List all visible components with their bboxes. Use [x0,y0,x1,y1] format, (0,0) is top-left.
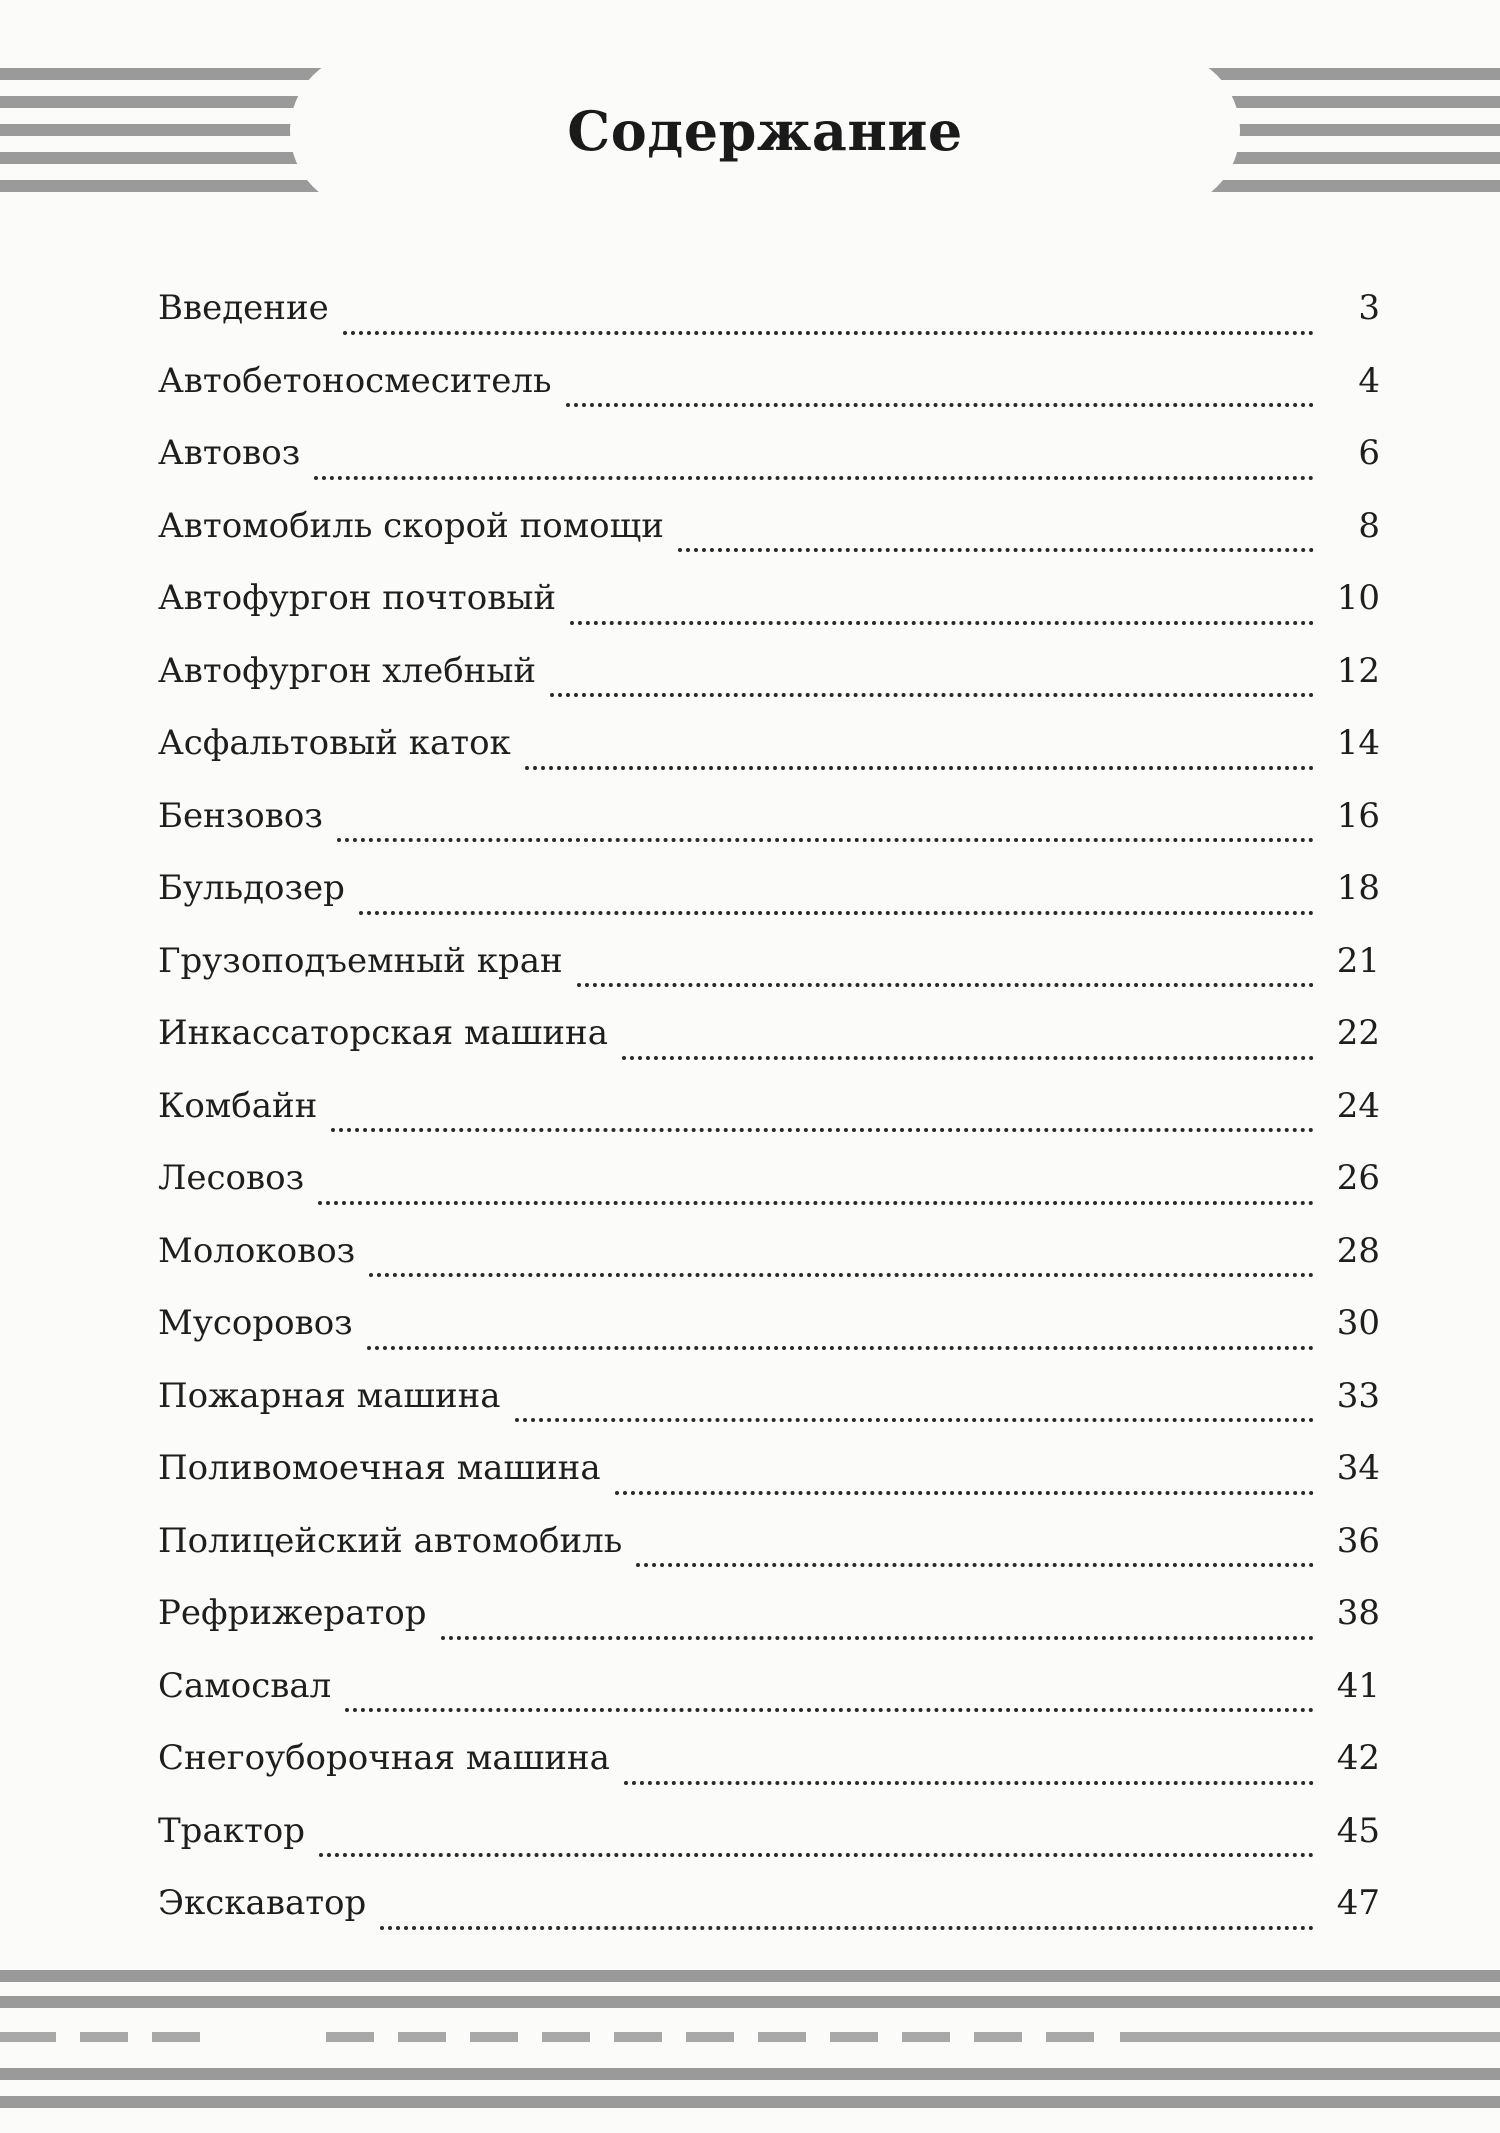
toc-page-number: 22 [1336,1013,1380,1053]
road-dash [830,2032,878,2042]
dot-leader [337,838,1314,842]
toc-page-number: 10 [1336,578,1380,618]
road-dash [974,2032,1022,2042]
toc-entry-title: Бульдозер [158,868,345,908]
toc-row [158,433,1380,506]
toc-page-number: 47 [1336,1883,1380,1923]
toc-entry-title: Автофургон почтовый [158,578,557,618]
dot-leader [624,1781,1314,1785]
dot-leader [622,1056,1314,1060]
title-pill [290,52,1240,210]
dot-leader [343,331,1314,335]
toc-page-number: 6 [1358,433,1380,473]
toc-row [158,796,1380,869]
road-dash [152,2032,200,2042]
footer-dashes [0,2032,1500,2042]
toc-entry-title: Лесовоз [158,1158,305,1198]
toc-page-number: 21 [1336,940,1380,981]
dot-leader [678,548,1314,552]
toc-entry-title: Грузоподъемный кран [158,940,563,981]
road-dash [326,2032,374,2042]
toc-row [158,361,1380,434]
dot-leader [314,476,1314,480]
road-dash [0,2032,40,2042]
toc-row [158,288,1380,361]
dot-leader [319,1853,1314,1857]
toc-page-number: 38 [1336,1593,1380,1633]
dot-leader [615,1491,1314,1495]
dot-leader [367,1346,1314,1350]
footer-stripe [0,2096,1500,2108]
road-dash [80,2032,128,2042]
toc-entry-title: Автовоз [158,433,301,473]
toc-entry-title: Снегоуборочная машина [158,1738,610,1778]
toc-entry-title: Инкассаторская машина [158,1013,608,1053]
toc-page-number: 8 [1358,505,1380,546]
toc-row [158,1086,1380,1159]
toc-row [158,723,1380,796]
toc-row [158,1303,1380,1376]
toc-row [158,1448,1380,1521]
dot-leader [550,693,1314,697]
toc-page-number: 3 [1358,288,1380,328]
toc-page-number: 45 [1336,1810,1380,1851]
toc-entry-title: Введение [158,288,329,328]
toc-row [158,1521,1380,1594]
toc-page-number: 4 [1358,360,1380,401]
toc-page-number: 18 [1336,868,1380,908]
dot-leader [566,403,1314,407]
toc-entry-title: Молоковоз [158,1230,356,1271]
toc-row [158,1666,1380,1739]
toc-page-number: 28 [1336,1230,1380,1271]
dot-leader [636,1563,1314,1567]
road-dash [1120,2032,1500,2042]
toc-entry-title: Полицейский автомобиль [158,1520,623,1561]
toc-row [158,868,1380,941]
toc-entry-title: Пожарная машина [158,1375,501,1416]
toc-entry-title: Самосвал [158,1665,332,1706]
toc-row [158,1231,1380,1304]
dot-leader [577,983,1314,987]
dot-leader [380,1926,1314,1930]
dot-leader [441,1636,1314,1640]
toc-entry-title: Бензовоз [158,795,323,836]
dot-leader [525,766,1314,770]
dot-leader [345,1708,1314,1712]
toc-entry-title: Трактор [158,1810,306,1851]
toc-page-number: 16 [1336,795,1380,836]
toc-row [158,578,1380,651]
toc-page-number: 33 [1336,1375,1380,1416]
toc-entry-title: Автофургон хлебный [158,650,537,691]
road-dash [686,2032,734,2042]
toc-page-number: 12 [1336,650,1380,691]
dot-leader [515,1418,1314,1422]
toc-row [158,1593,1380,1666]
toc-row [158,1883,1380,1956]
toc-entry-title: Автомобиль скорой помощи [158,505,664,546]
toc-entry-title: Комбайн [158,1085,318,1126]
footer-stripe [0,1970,1500,1982]
road-dash [902,2032,950,2042]
toc-page-number: 34 [1336,1448,1380,1488]
toc-entry-title: Поливомоечная машина [158,1448,601,1488]
toc-row [158,941,1380,1014]
dot-leader [318,1201,1314,1205]
page-title: Содержание [567,99,963,163]
dot-leader [369,1273,1314,1277]
toc-row [158,1376,1380,1449]
toc-page-number: 36 [1336,1520,1380,1561]
toc-entry-title: Мусоровоз [158,1303,353,1343]
footer-stripe [0,1996,1500,2008]
road-dash [470,2032,518,2042]
table-of-contents [158,288,1380,1956]
dot-leader [331,1128,1314,1132]
road-dash [542,2032,590,2042]
toc-page-number: 14 [1336,723,1380,763]
road-dash [398,2032,446,2042]
footer-stripe [0,2068,1500,2080]
toc-page-number: 24 [1336,1085,1380,1126]
road-dash [1046,2032,1094,2042]
toc-entry-title: Автобетоносмеситель [158,360,552,401]
toc-row [158,1013,1380,1086]
dot-leader [570,621,1314,625]
toc-entry-title: Рефрижератор [158,1593,427,1633]
toc-row [158,1811,1380,1884]
toc-page-number: 26 [1336,1158,1380,1198]
road-dash [758,2032,806,2042]
toc-row [158,506,1380,579]
toc-entry-title: Экскаватор [158,1883,367,1923]
toc-row [158,651,1380,724]
dot-leader [359,911,1314,915]
toc-row [158,1738,1380,1811]
toc-entry-title: Асфальтовый каток [158,723,511,763]
toc-page-number: 41 [1336,1665,1380,1706]
toc-page-number: 30 [1336,1303,1380,1343]
toc-page-number: 42 [1336,1738,1380,1778]
toc-row [158,1158,1380,1231]
road-dash [614,2032,662,2042]
